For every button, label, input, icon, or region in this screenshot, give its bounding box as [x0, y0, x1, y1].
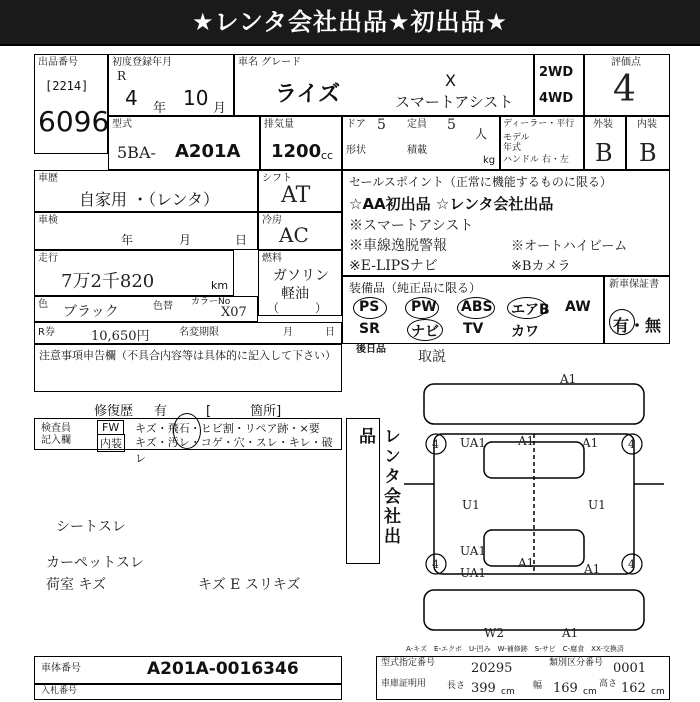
sales-points-line3b: ※オートハイビーム	[511, 239, 628, 254]
diagram-rear-bumper	[424, 590, 644, 630]
mark-wheel-fr: 4	[628, 438, 635, 451]
name-change-month: 月	[283, 327, 293, 338]
doors-cell	[342, 116, 500, 170]
first-reg-label: 初度登録年月	[112, 57, 172, 68]
inspector-inner-text: キズ・汚レ・コゲ・穴・スレ・キレ・破レ	[135, 436, 333, 465]
first-reg-month: 10	[183, 86, 209, 110]
rental-panel	[346, 418, 400, 564]
equip-navi-circle	[407, 319, 443, 341]
shift-label: シフト	[262, 173, 292, 184]
history-value: 自家用 ・（レンタ）	[79, 190, 220, 209]
exterior-value: B	[595, 139, 613, 167]
spec-height-unit: cm	[651, 687, 665, 697]
score-cell	[584, 54, 670, 116]
spec-height-value: 162	[621, 681, 646, 696]
equip-abs: ABS	[461, 299, 493, 315]
note-line-2: カーペットスレ	[46, 555, 144, 571]
capacity-unit: 人	[475, 127, 488, 141]
mark-front-a1: A1	[560, 372, 577, 386]
doors-value: 5	[377, 117, 386, 133]
equip-sr: SR	[359, 321, 380, 337]
spec-height-label: 高さ	[599, 679, 618, 689]
sales-points-line2: ※スマートアシスト	[349, 218, 474, 234]
rental-panel-text: レンタ会社出品	[355, 427, 400, 547]
mileage-label: 走行	[38, 253, 58, 264]
shift-value: AT	[281, 183, 311, 208]
auction-sheet	[0, 44, 700, 702]
mark-rear-r-a1: A1	[584, 562, 601, 576]
inspection-year-unit: 年	[121, 233, 134, 247]
car-label: 車名 グレード	[238, 57, 302, 68]
equip-ps-circle	[353, 297, 387, 319]
sales-points-line4: ※E-LIPSナビ	[349, 258, 438, 274]
inspector-label2: 記入欄	[41, 435, 71, 446]
equip-leather: カワ	[511, 324, 539, 340]
cooler-label: 冷房	[262, 215, 282, 226]
inspection-month-unit: 月	[179, 233, 192, 247]
note-line-4: キズ E スリキズ	[198, 577, 301, 593]
spec-length-label: 長さ	[447, 681, 466, 691]
shift-cell	[258, 170, 342, 212]
mark-wheel-rl: 4	[432, 558, 439, 571]
drive-4wd: 4WD	[539, 91, 574, 106]
capacity-value: 5	[447, 117, 456, 133]
recycle-value: 10,650円	[91, 329, 150, 344]
mark-rear-a1: A1	[562, 626, 579, 640]
equip-tv: TV	[463, 321, 484, 337]
equip-aw: AW	[565, 299, 591, 315]
warranty-cell	[604, 276, 670, 344]
inspector-fw: FW	[97, 420, 124, 435]
chassis-cell	[34, 656, 342, 684]
fuel-opt2: 軽油	[281, 286, 309, 302]
warranty-label: 新車保証書	[609, 279, 659, 290]
inspector-label1: 検査員	[41, 423, 71, 434]
spec-class-label: 類別区分番号	[549, 658, 604, 668]
spec-designation-label: 型式指定番号	[381, 658, 436, 668]
warranty-value: 有・無	[613, 316, 662, 335]
equip-abs-circle	[457, 297, 495, 319]
mark-rear-l2-ua1: UA1	[460, 566, 487, 580]
displacement-value: 1200	[271, 141, 322, 162]
recycle-label: R券	[38, 327, 55, 338]
mark-roof-a1: A1	[518, 556, 535, 570]
mark-fender-r-a1: A1	[582, 436, 599, 450]
equip-ps: PS	[359, 299, 380, 315]
equip-pw-circle	[405, 297, 439, 319]
chassis-value: A201A-0016346	[147, 659, 299, 679]
sales-points-line3: ※車線逸脱警報	[349, 238, 447, 254]
shape-label: 形状	[346, 145, 366, 156]
note-line-3: 荷室 キズ	[46, 577, 107, 593]
car-name: ライズ	[275, 82, 341, 107]
mark-wheel-rr: 4	[628, 558, 635, 571]
notes-title: 注意事項申告欄（不具合内容等は具体的に記入して下さい）	[39, 349, 336, 362]
repair-bracket: [ 箇所]	[206, 404, 282, 419]
lot-number: 6096	[38, 105, 110, 138]
sales-points-title: セールスポイント（正常に機能するものに限る）	[349, 175, 612, 189]
spec-class-value: 0001	[613, 661, 647, 676]
inspector-fw-text: キズ・飛石・ヒビ割・リペア跡・×要	[135, 422, 320, 435]
first-reg-cell	[108, 54, 234, 116]
mark-door-r-u1: U1	[588, 498, 606, 512]
specs-cell	[376, 656, 670, 700]
model-prefix: 5BA-	[117, 143, 156, 162]
lot-sub: [2214]	[45, 79, 89, 93]
mark-rear-l-ua1: UA1	[460, 544, 487, 558]
chassis-label: 車体番号	[41, 663, 81, 674]
notes-cell	[34, 344, 342, 392]
bid-label: 入札番号	[41, 686, 78, 696]
history-label: 車歴	[38, 173, 58, 184]
fuel-paren: （ ）	[267, 301, 328, 315]
name-change-day: 日	[325, 327, 335, 338]
score-label: 評価点	[611, 57, 641, 68]
dealer-label: ディーラー・平行	[503, 119, 575, 129]
capacity-label: 定員	[407, 119, 427, 130]
model-cell	[108, 116, 260, 170]
mark-wheel-fl: 4	[432, 438, 439, 451]
dealer-year-label: 年式	[503, 143, 522, 153]
car-grade-1: X	[445, 71, 456, 90]
equipment-cell	[342, 276, 604, 344]
load-label: 積載	[407, 145, 427, 156]
diagram-front-bumper	[424, 384, 644, 424]
fuel-cell	[258, 250, 342, 316]
first-reg-month-unit: 月	[213, 101, 227, 116]
color-code-label: 色替	[153, 301, 173, 312]
inspection-day-unit: 日	[235, 233, 248, 247]
recycle-cell	[34, 322, 342, 344]
interior-cell	[626, 116, 670, 170]
sales-points-line4b: ※Bカメラ	[511, 259, 571, 274]
spec-length-value: 399	[471, 681, 496, 696]
lot-cell	[34, 54, 108, 154]
equip-pw: PW	[411, 299, 437, 315]
first-reg-era: R	[117, 69, 127, 83]
sales-points-line1: ☆AA初出品 ☆レンタ会社出品	[349, 195, 554, 213]
damage-circle	[173, 413, 201, 449]
color-cell	[34, 296, 258, 322]
bid-cell	[34, 684, 342, 700]
car-damage-diagram	[384, 364, 674, 658]
displacement-cell	[260, 116, 342, 170]
mark-rear-w2: W2	[484, 626, 504, 640]
equip-airbag-circle	[507, 297, 547, 319]
interior-value: B	[639, 139, 657, 167]
color-label: 色	[38, 299, 48, 310]
fuel-opt1: ガソリン	[273, 268, 329, 284]
mark-hood-a1: A1	[518, 434, 535, 448]
mileage-value: 7万2千820	[61, 271, 155, 292]
model-label: 型式	[112, 119, 132, 130]
inspector-cell	[34, 418, 342, 465]
spec-length-unit: cm	[501, 687, 515, 697]
warranty-circle	[609, 309, 635, 335]
page-banner: ★レンタ会社出品★初出品★	[0, 0, 700, 44]
name-change-label: 名変期限	[179, 327, 219, 338]
score-value: 4	[613, 69, 636, 110]
mileage-cell	[34, 250, 234, 296]
color-value: ブラック	[63, 304, 119, 320]
dealer-model-label: モデル	[503, 133, 530, 143]
spec-width-value: 169	[553, 681, 578, 696]
after-day-value: 取説	[418, 349, 446, 365]
equipment-title: 装備品（純正品に限る）	[349, 281, 482, 295]
dealer-handle-label: ハンドル 右・左	[503, 155, 569, 165]
first-reg-year-unit: 年	[153, 101, 167, 116]
cooler-value: AC	[279, 223, 309, 247]
lot-label: 出品番号	[38, 57, 78, 68]
inspector-inner: 内装	[97, 434, 125, 452]
mileage-unit: km	[211, 279, 229, 292]
dealer-cell	[500, 116, 584, 170]
mark-door-l-u1: U1	[462, 498, 480, 512]
displacement-label: 排気量	[264, 119, 294, 130]
color-code-value: X07	[221, 305, 247, 320]
inspection-cell	[34, 212, 258, 250]
model-code: A201A	[175, 141, 241, 162]
car-grade-2: スマートアシスト	[395, 93, 514, 111]
exterior-cell	[584, 116, 626, 170]
fuel-label: 燃料	[262, 253, 282, 264]
cooler-cell	[258, 212, 342, 250]
color-code-label2: カラーNo	[191, 297, 231, 307]
first-reg-year: 4	[125, 86, 138, 110]
diagram-legend: A-キズ E-エクボ U-凹み W-補修跡 S-サビ C-腐食 XX-交換済	[406, 645, 624, 653]
inspection-label: 車検	[38, 215, 58, 226]
sales-points-cell	[342, 170, 670, 276]
interior-label: 内装	[637, 119, 657, 130]
mark-fender-ua1: UA1	[460, 436, 487, 450]
equip-navi: ナビ	[411, 324, 439, 340]
displacement-unit: cc	[321, 149, 334, 162]
repair-value: 有	[154, 404, 168, 419]
doors-label: ドア	[346, 119, 366, 130]
spec-designation-value: 20295	[471, 661, 513, 676]
drive-cell	[534, 54, 584, 116]
exterior-label: 外装	[593, 119, 613, 130]
spec-cert-label: 車庫証明用	[381, 679, 427, 689]
after-day-label: 後日品	[356, 344, 386, 355]
car-name-cell	[234, 54, 534, 116]
load-unit: kg	[483, 155, 496, 166]
spec-width-unit: cm	[583, 687, 597, 697]
note-line-1: シートスレ	[56, 519, 126, 535]
history-cell	[34, 170, 258, 212]
spec-width-label: 幅	[533, 681, 543, 691]
drive-2wd: 2WD	[539, 65, 574, 80]
repair-label: 修復歴	[94, 404, 134, 419]
equip-airbag: エアB	[511, 302, 550, 318]
